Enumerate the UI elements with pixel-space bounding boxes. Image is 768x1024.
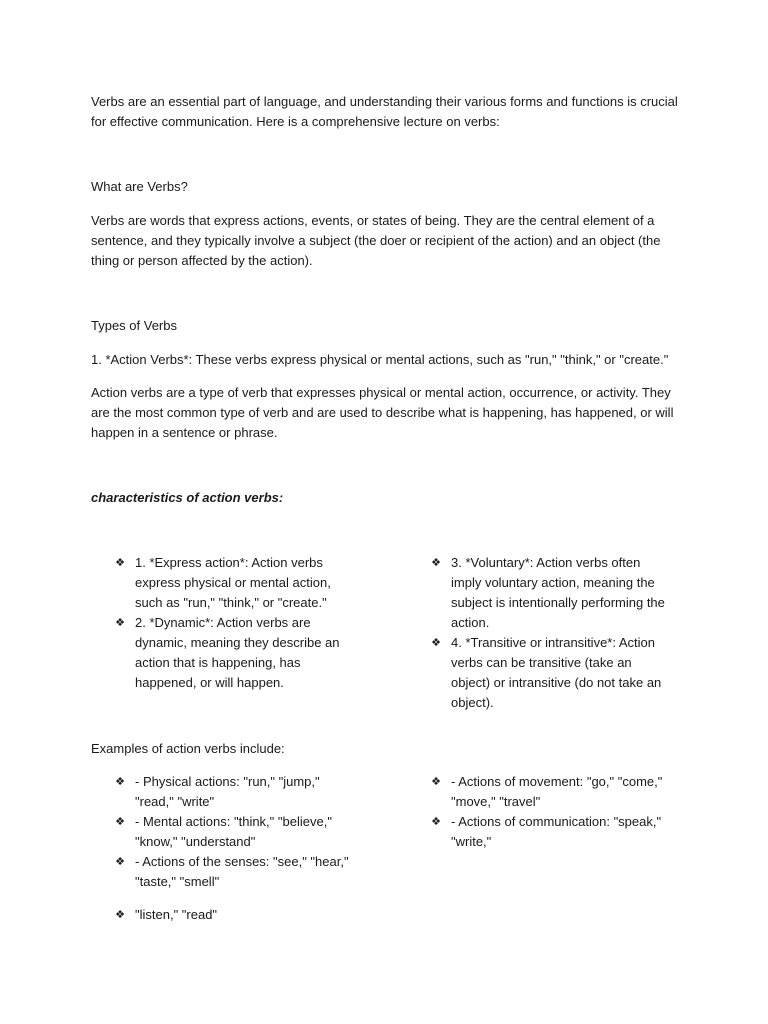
characteristics-heading: characteristics of action verbs: <box>91 490 284 505</box>
diamond-bullet-icon: ❖ <box>115 815 125 828</box>
characteristics-right-column <box>429 553 669 713</box>
characteristic-transitive: 4. *Transitive or intransitive*: Action verbs can be transitive (take an object) or intransitive (do not take an object). <box>451 635 662 710</box>
diamond-bullet-icon: ❖ <box>115 775 125 788</box>
list-item <box>429 812 669 852</box>
what-are-verbs-heading: What are Verbs? <box>91 179 188 194</box>
examples-extra-list <box>113 905 353 925</box>
diamond-bullet-icon: ❖ <box>431 636 441 649</box>
example-senses-actions: - Actions of the senses: "see," "hear," "taste," "smell" <box>135 854 349 889</box>
list-item <box>113 852 353 892</box>
examples-right-column <box>429 772 669 852</box>
diamond-bullet-icon: ❖ <box>431 556 441 569</box>
list-item <box>429 553 669 633</box>
diamond-bullet-icon: ❖ <box>431 815 441 828</box>
diamond-bullet-icon: ❖ <box>115 616 125 629</box>
list-item <box>429 633 669 713</box>
action-verbs-definition: 1. *Action Verbs*: These verbs express physical or mental actions, such as "run," "think," or "create." <box>91 352 669 367</box>
example-physical-actions: - Physical actions: "run," "jump," "read," "write" <box>135 774 320 809</box>
what-are-verbs-paragraph: Verbs are words that express actions, events, or states of being. They are the central element of a sentence, and they typically involve a subject (the doer or recipient of the action) and an object (the thing or person affected by the action). <box>91 213 661 268</box>
list-item <box>113 812 353 852</box>
characteristic-voluntary: 3. *Voluntary*: Action verbs often imply voluntary action, meaning the subject is intentionally performing the action. <box>451 555 665 630</box>
types-of-verbs-heading: Types of Verbs <box>91 318 177 333</box>
characteristic-dynamic: 2. *Dynamic*: Action verbs are dynamic, meaning they describe an action that is happening, has happened, or will happen. <box>135 615 340 690</box>
diamond-bullet-icon: ❖ <box>115 908 125 921</box>
example-listen-read: "listen," "read" <box>135 907 218 922</box>
action-verbs-paragraph: Action verbs are a type of verb that expresses physical or mental action, occurrence, or activity. They are the most common type of verb and are used to describe what is happening, has happened, or will happen in a sentence or phrase. <box>91 385 674 440</box>
characteristic-express-action: 1. *Express action*: Action verbs express physical or mental action, such as "run," "think," or "create." <box>135 555 331 610</box>
list-item <box>113 772 353 812</box>
list-item <box>113 905 353 925</box>
examples-left-column <box>113 772 353 892</box>
example-communication-actions: - Actions of communication: "speak," "write," <box>451 814 662 849</box>
example-movement-actions: - Actions of movement: "go," "come," "move," "travel" <box>451 774 663 809</box>
diamond-bullet-icon: ❖ <box>115 855 125 868</box>
example-mental-actions: - Mental actions: "think," "believe," "know," "understand" <box>135 814 332 849</box>
intro-paragraph: Verbs are an essential part of language, and understanding their various forms and functions is crucial for effective communication. Here is a comprehensive lecture on verbs: <box>91 94 678 129</box>
diamond-bullet-icon: ❖ <box>115 556 125 569</box>
characteristics-left-column <box>113 553 353 693</box>
list-item <box>113 553 353 613</box>
list-item <box>113 613 353 693</box>
diamond-bullet-icon: ❖ <box>431 775 441 788</box>
examples-heading: Examples of action verbs include: <box>91 741 285 756</box>
list-item <box>429 772 669 812</box>
